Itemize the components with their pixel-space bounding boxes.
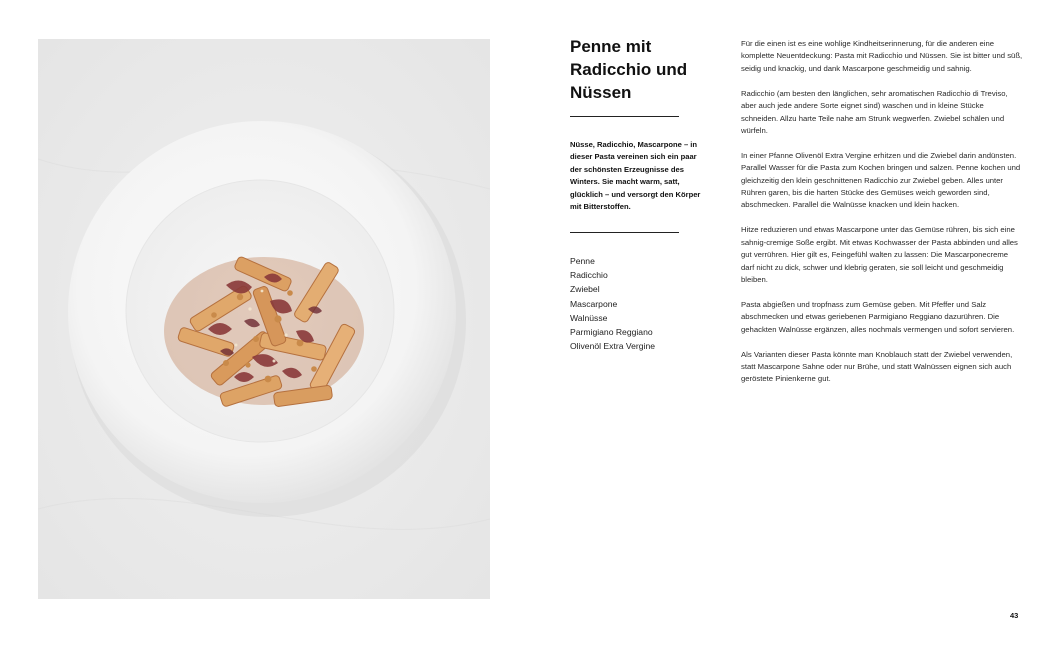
instruction-paragraph: In einer Pfanne Olivenöl Extra Vergine erhitzen und die Zwiebel darin andünsten. Parallel Wasser für die Pasta zum Kochen bringen und salzen. Penne kochen und gleichzeitig den klein geschnittenen Radicchio zur Zwiebel geben. Alles unter Rühren garen, bis die harten Stücke des Gemüses weich geworden sind, abschmecken. Parallel die Walnüsse knacken und klein hacken.: [741, 150, 1021, 210]
divider: [570, 116, 679, 117]
ingredient-item: Walnüsse: [570, 312, 608, 323]
plate-of-penne-illustration: [38, 39, 490, 599]
ingredient-item: Mascarpone: [570, 298, 618, 309]
page-number: 43: [1010, 611, 1019, 620]
ingredient-list: [570, 254, 655, 353]
divider: [570, 232, 679, 233]
ingredient-item: Zwiebel: [570, 284, 600, 295]
recipe-instructions: [741, 38, 1023, 398]
instruction-paragraph: Hitze reduzieren und etwas Mascarpone unter das Gemüse rühren, bis sich eine sahnig-cremige Soße ergibt. Mit etwas Kochwasser der Pasta abbinden und alles gut verrühren. Hier gilt es, Feingefühl walten zu lassen: Die Mascarponecreme darf nicht zu dick, schwer und klebrig geraten, sie soll leicht und geschmeidig bleiben.: [741, 225, 1018, 284]
ingredient-item: Parmigiano Reggiano: [570, 327, 653, 338]
pasta-photo: [38, 39, 490, 599]
instruction-paragraph: Pasta abgießen und tropfnass zum Gemüse geben. Mit Pfeffer und Salz abschmecken und etwas geriebenen Parmigiano Reggiano dazurühren. Die gehackten Walnüsse ergänzen, alles nochmals vermengen und sofort servieren.: [741, 299, 1015, 334]
recipe-lead: Nüsse, Radicchio, Mascarpone – in dieser Pasta vereinen sich ein paar der schönsten Erzeugnisse des Winters. Sie macht warm, satt, glücklich – und versorgt den Körper mit Bitterstoffen.: [570, 140, 701, 212]
ingredient-item: Olivenöl Extra Vergine: [570, 341, 656, 352]
instruction-paragraph: Für die einen ist es eine wohlige Kindheitserinnerung, für die anderen eine komplette Neuentdeckung: Pasta mit Radicchio und Nüssen. Sie ist bitter und süß, seidig und knackig, und dank Mascarpone geschmeidig und sahnig.: [741, 39, 1023, 73]
ingredient-item: Penne: [570, 256, 595, 266]
ingredient-item: Radicchio: [570, 270, 608, 281]
instruction-paragraph: Radicchio (am besten den länglichen, sehr aromatischen Radicchio di Treviso, aber auch jede andere Sorte eignet sind) waschen und in kleine Stücke schneiden. Allzu harte Teile nahe am Strunk wegwerfen. Zwiebel schälen und würfeln.: [741, 88, 1008, 135]
recipe-title: Penne mit Radicchio und Nüssen: [570, 37, 688, 102]
instruction-paragraph: Als Varianten dieser Pasta könnte man Knoblauch statt der Zwiebel verwenden, statt Mascarpone Sahne oder nur Brühe, und statt Walnüssen eignen sich auch geröstete Pinienkerne gut.: [741, 349, 1013, 384]
